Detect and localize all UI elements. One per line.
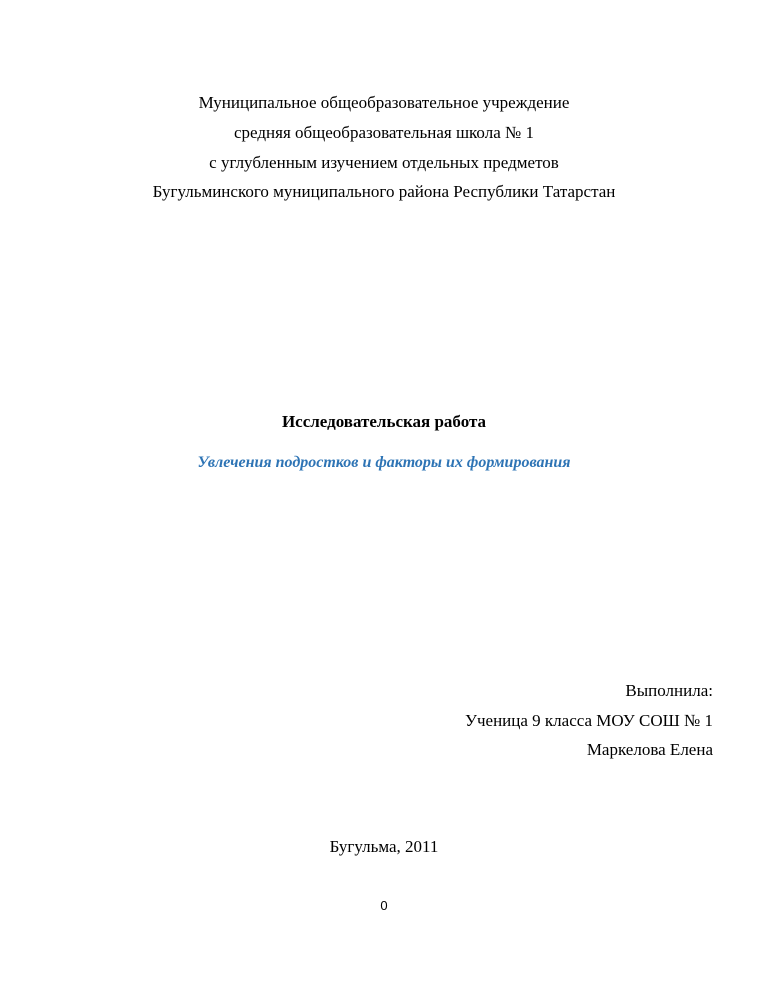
page-number: 0 bbox=[380, 898, 388, 913]
place-year: Бугульма, 2011 bbox=[329, 837, 439, 856]
header-line-institution: Муниципальное общеобразовательное учреждение bbox=[198, 93, 570, 112]
performed-by-label: Выполнила: bbox=[625, 681, 713, 700]
header-line-specialization: с углубленным изучением отдельных предметов bbox=[209, 153, 559, 172]
author-name: Маркелова Елена bbox=[586, 740, 713, 759]
work-type-heading: Исследовательская работа bbox=[281, 412, 487, 431]
header-line-district: Бугульминского муниципального района Республики Татарстан bbox=[152, 182, 616, 201]
student-info: Ученица 9 класса МОУ СОШ № 1 bbox=[464, 711, 713, 730]
header-line-school: средняя общеобразовательная школа № 1 bbox=[234, 123, 534, 142]
work-title: Увлечения подростков и факторы их формирования bbox=[197, 454, 571, 471]
